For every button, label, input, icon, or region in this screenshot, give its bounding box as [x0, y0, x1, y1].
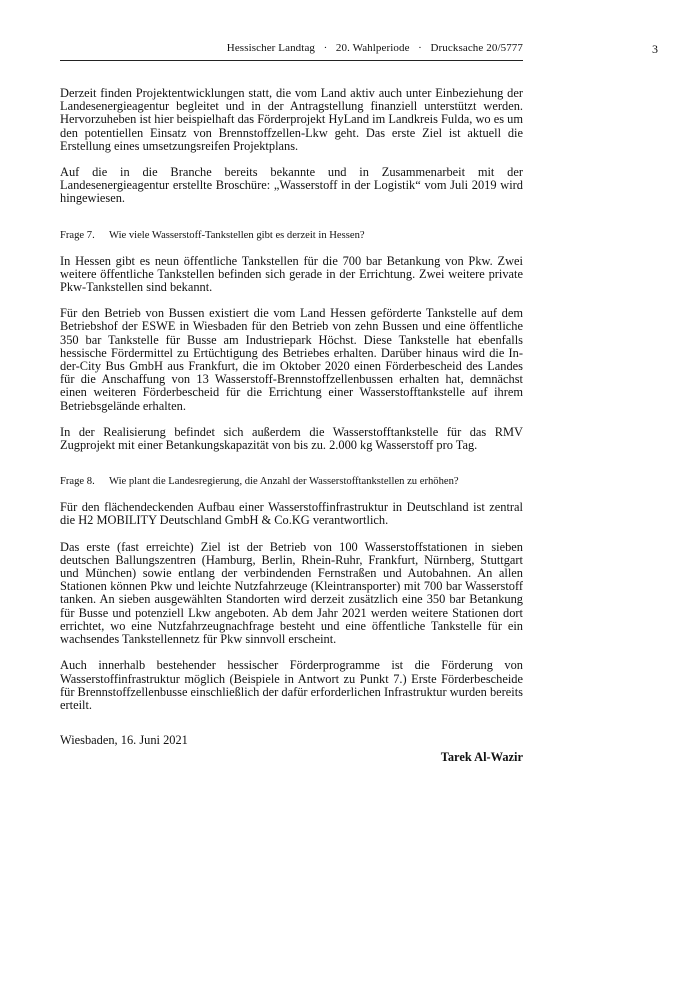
paragraph-pkw-tankstellen: In Hessen gibt es neun öffentliche Tankstellen für die 700 bar Betankung von Pkw. Zwei weitere öffentliche Tankstellen befinden sich gerade in der Errichtung. Zwei weitere private Pkw-Tankstellen sind bekannt. — [60, 253, 523, 295]
paragraph-bus-tankstellen: Für den Betrieb von Bussen existiert die vom Land Hessen geförderte Tankstelle auf dem Betriebshof der ESWE in Wiesbaden für den Betrieb von zehn Bussen und eine öffentliche 350 bar Tankstelle für Busse am Industriepark Höchst. Diese Tankstelle hat ebenfalls hessische Fördermittel zu Ertüchtigung des Betriebes erhalten. Darüber hinaus wird die In-der-City Bus GmbH aus Frankfurt, die im Oktober 2020 einen Förderbescheid des Landes für die Anschaffung von 13 Wasserstoff-Brennstoffzellenbussen erhalten hat, demnächst einen weiteren Förderbescheid für die Errichtung einer Wasserstofftankstelle auf ihrem Betriebsgelände erhalten. — [60, 306, 523, 413]
paragraph-broschuere: Auf die in die Branche bereits bekannte und in Zusammenarbeit mit der Landesenergieagentur erstellte Broschüre: „Wasserstoff in der Logistik“ vom Juli 2019 wird hingewiesen. — [60, 165, 523, 206]
question-7 — [60, 229, 523, 242]
question-label: Frage 8. — [60, 476, 95, 488]
question-text: Wie viele Wasserstoff-Tankstellen gibt es derzeit in Hessen? — [109, 229, 365, 241]
question-8 — [60, 475, 523, 488]
header-rule — [60, 60, 523, 61]
question-text: Wie plant die Landesregierung, die Anzahl der Wasserstofftankstellen zu erhöhen? — [109, 476, 459, 488]
place-date: Wiesbaden, 16. Juni 2021 — [60, 733, 188, 748]
paragraph-rmv-zugprojekt: In der Realisierung befindet sich außerdem die Wasserstofftankstelle für das RMV Zugprojekt mit einer Betankungskapazität von bis zu. 2.000 kg Wasserstoff pro Tag. — [60, 424, 523, 453]
header-text: Hessischer Landtag · 20. Wahlperiode · Drucksache 20/5777 — [226, 42, 523, 54]
paragraph-projektentwicklungen: Derzeit finden Projektentwicklungen statt, die vom Land aktiv auch unter Einbeziehung der Landesenergieagentur begleitet und in der Antragstellung finanziell unterstützt werden. Hervorzuheben ist hier beispielhaft das Förderprojekt HyLand im Landkreis Fulda, wo es um den potentiellen Einsatz von Brennstoffzellen-Lkw geht. Das erste Ziel ist aktuell die Erstellung eines umsetzungsreifen Projektplans. — [60, 86, 523, 153]
paragraph-ziel-stationen: Das erste (fast erreichte) Ziel ist der Betrieb von 100 Wasserstoffstationen in sieben deutschen Ballungszentren (Hamburg, Berlin, Rhein-Ruhr, Frankfurt, Nürnberg, Stuttgart und München) sowie entlang der verbindenden Fernstraßen und Autobahnen. An allen Stationen können Pkw und leichte Nutzfahrzeuge (Kleintransporter) mit 700 bar Wasserstoff tanken. An sieben ausgewählten Standorten wird derzeit zusätzlich eine 350 bar Betankung für Busse und potenziell Lkw angeboten. Ab dem Jahr 2021 werden weitere Stationen dort errichtet, wo eine Nutzfahrzeugnachfrage besteht und eine öffentliche Tankstelle für ein wachsendes Tankstellennetz für Pkw sinnvoll erscheint. — [60, 539, 523, 647]
spacer — [60, 465, 523, 475]
signature-block — [60, 734, 523, 764]
spacer — [60, 219, 523, 229]
question-label: Frage 7. — [60, 229, 95, 241]
signer-name: Tarek Al-Wazir — [440, 750, 523, 765]
document-body — [60, 87, 523, 765]
paragraph-h2-mobility: Für den flächendeckenden Aufbau einer Wasserstoffinfrastruktur in Deutschland ist zentral die H2 MOBILITY Deutschland GmbH & Co.KG verantwortlich. — [60, 500, 523, 528]
page-number: 3 — [652, 42, 658, 56]
paragraph-foerderprogramme: Auch innerhalb bestehender hessischer Förderprogramme ist die Förderung von Wasserstoffinfrastruktur möglich (Beispiele in Antwort zu Punkt 7.) Erste Förderbescheide für Brennstoffzellenbusse einschließlich der dafür erforderlichen Infrastruktur wurden bereits erteilt. — [60, 658, 523, 712]
running-header — [60, 42, 523, 58]
